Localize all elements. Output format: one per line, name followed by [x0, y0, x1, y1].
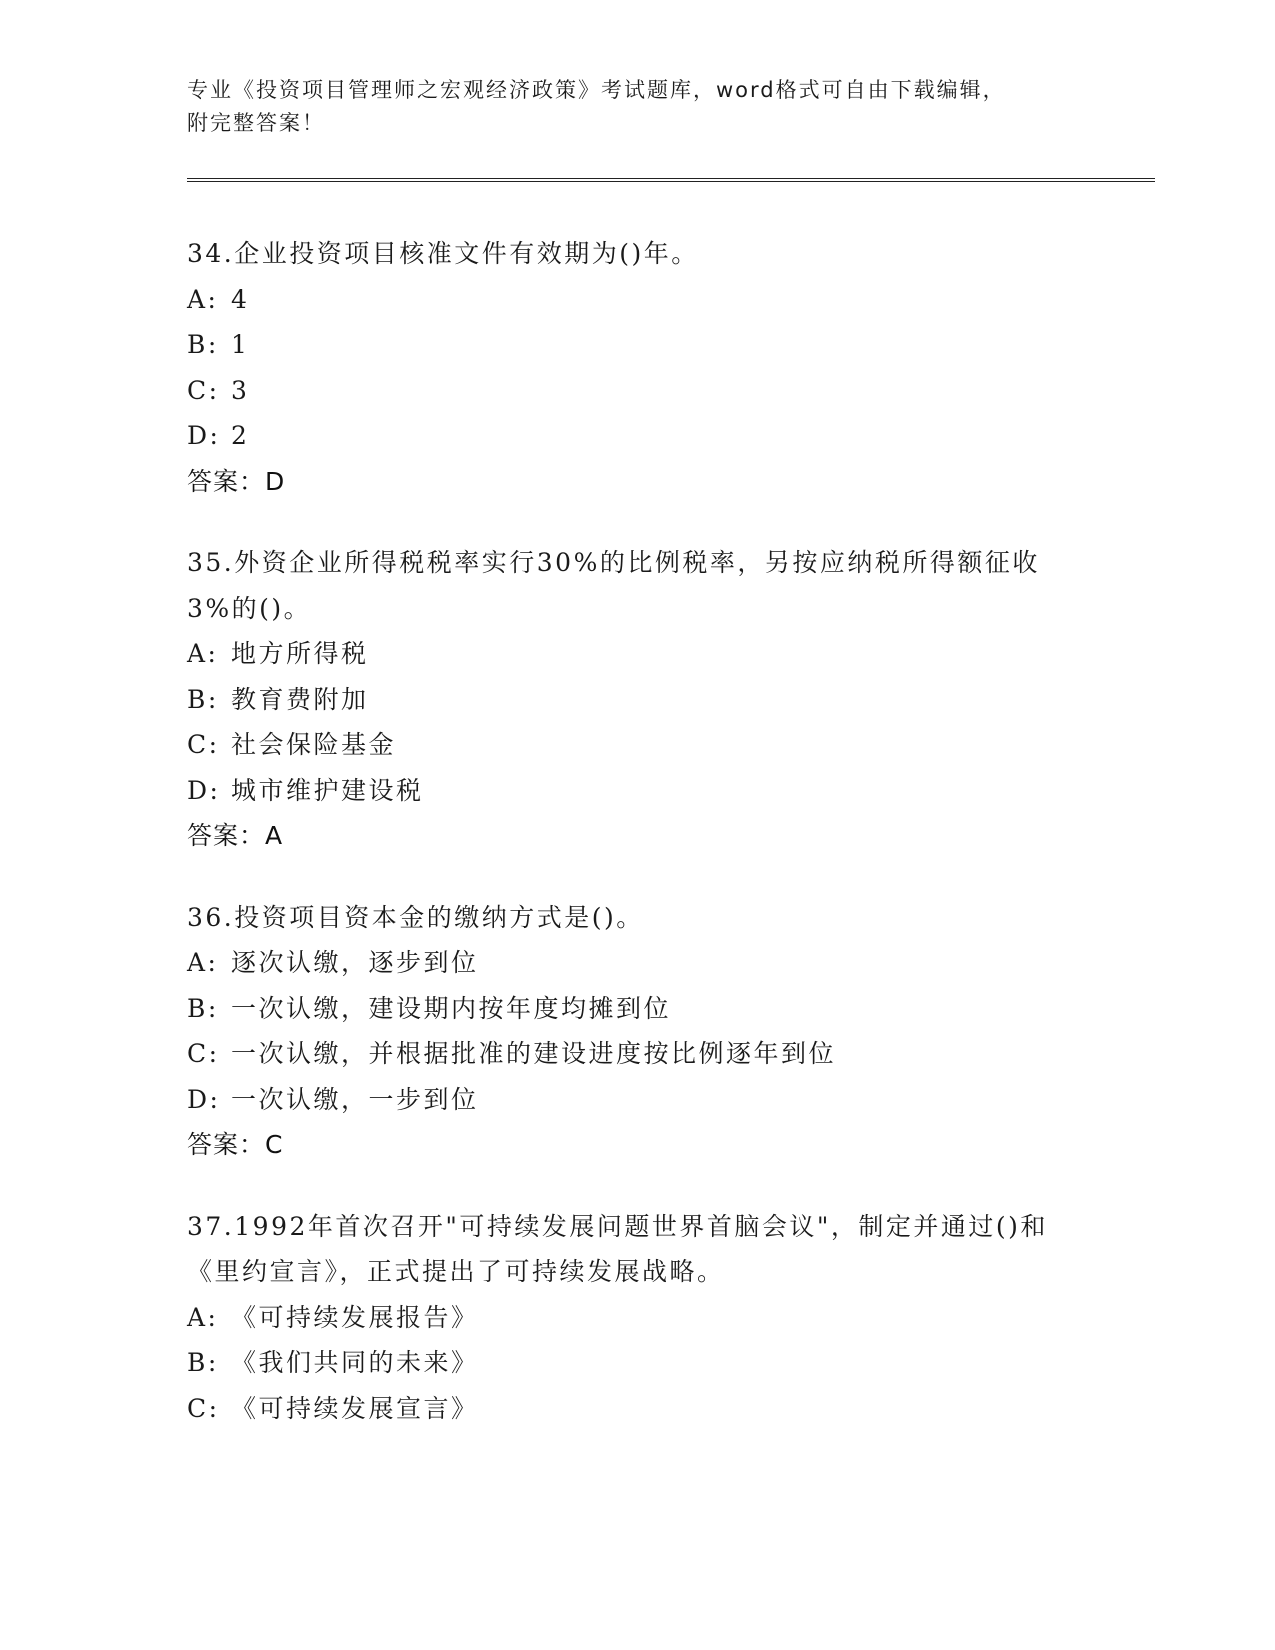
option-text: 地方所得税: [231, 639, 369, 668]
option-key: A:: [187, 948, 219, 977]
option-c: [187, 1386, 1087, 1432]
option-key: D:: [187, 1084, 221, 1114]
option-text: 3: [231, 375, 250, 405]
option-key: C:: [187, 730, 220, 759]
option-text: 逐次认缴，逐步到位: [231, 948, 479, 977]
answer-label: 答案：D: [187, 466, 286, 496]
option-a: [187, 277, 1087, 323]
question-stem-continued: 3%的()。: [187, 593, 312, 623]
option-text: 《可持续发展报告》: [231, 1302, 479, 1332]
option-text: 教育费附加: [231, 684, 369, 714]
option-text: 社会保险基金: [231, 730, 397, 759]
question-list: [187, 231, 1087, 1467]
option-b: [187, 322, 1087, 368]
option-key: D:: [187, 775, 221, 805]
option-text: 1: [231, 330, 250, 359]
option-a: [187, 1295, 1087, 1341]
option-text: 一次认缴，一步到位: [231, 1084, 479, 1114]
answer-label: 答案：A: [187, 821, 284, 850]
option-key: B:: [187, 1348, 219, 1377]
option-key: C:: [187, 1039, 220, 1068]
option-key: C:: [187, 1393, 220, 1423]
option-b: [187, 677, 1087, 723]
question-stem-continued: 《里约宣言》，正式提出了可持续发展战略。: [187, 1257, 725, 1286]
question-stem: 36.投资项目资本金的缴纳方式是()。: [187, 902, 644, 932]
question-36: [187, 895, 1087, 1168]
option-c: [187, 722, 1087, 768]
question-35: [187, 540, 1087, 859]
option-c: [187, 1031, 1087, 1077]
option-text: 4: [231, 284, 250, 314]
option-b: [187, 986, 1087, 1032]
option-a: [187, 631, 1087, 677]
question-stem: 37.1992年首次召开"可持续发展问题世界首脑会议"，制定并通过()和: [187, 1211, 1048, 1241]
option-d: [187, 413, 1087, 459]
question-34: [187, 231, 1087, 504]
option-d: [187, 768, 1087, 814]
option-key: C:: [187, 375, 220, 405]
option-text: 《我们共同的未来》: [231, 1348, 479, 1377]
option-key: A:: [187, 639, 219, 668]
option-text: 城市维护建设税: [231, 775, 424, 805]
question-stem: 35.外资企业所得税税率实行30%的比例税率，另按应纳税所得额征收: [187, 548, 1040, 577]
option-key: B:: [187, 330, 219, 359]
option-text: 一次认缴，建设期内按年度均摊到位: [231, 993, 672, 1023]
answer-label: 答案：C: [187, 1130, 284, 1159]
option-a: [187, 940, 1087, 986]
option-text: 《可持续发展宣言》: [231, 1393, 479, 1423]
option-key: A:: [187, 1302, 219, 1332]
header-line-1: 专业《投资项目管理师之宏观经济政策》考试题库，word格式可自由下载编辑，: [187, 78, 1006, 102]
option-key: D:: [187, 421, 221, 450]
option-b: [187, 1340, 1087, 1386]
question-37: [187, 1204, 1087, 1432]
option-text: 一次认缴，并根据批准的建设进度按比例逐年到位: [231, 1039, 837, 1068]
option-d: [187, 1077, 1087, 1123]
question-stem: 34.企业投资项目核准文件有效期为()年。: [187, 239, 699, 268]
option-key: B:: [187, 684, 219, 714]
option-c: [187, 368, 1087, 414]
option-text: 2: [231, 421, 250, 450]
option-key: B:: [187, 993, 219, 1023]
option-key: A:: [187, 284, 219, 314]
header-divider: [187, 178, 1155, 182]
document-header: [187, 74, 1087, 140]
header-line-2: 附完整答案！: [187, 111, 325, 135]
